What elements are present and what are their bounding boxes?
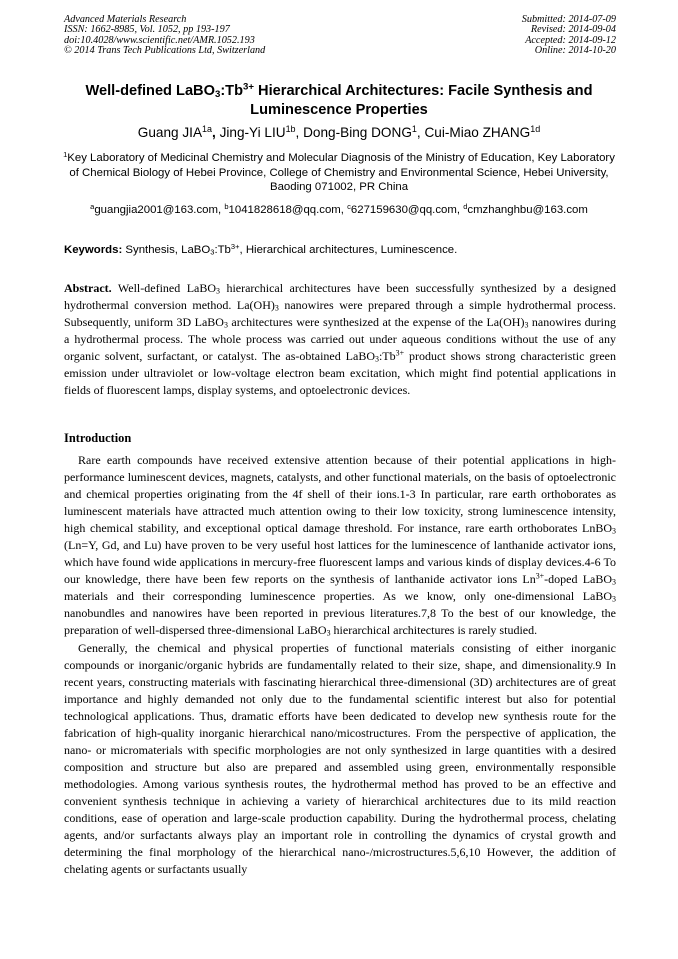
email-link[interactable]: guangjia2001@163.com bbox=[94, 204, 218, 216]
journal-name: Advanced Materials Research bbox=[64, 14, 187, 25]
doi-line: doi:10.4028/www.scientific.net/AMR.1052.193 bbox=[64, 34, 255, 46]
submitted-date: Submitted: 2014-07-09 bbox=[521, 14, 616, 25]
email-list: $^a$guangjia2001@163.com, $^b$1041828618@qq.com, $^c$627159630@qq.com, $^d$cmzhanghbu@163.com bbox=[90, 201, 588, 216]
author-name: Dong-Bing DONG bbox=[303, 125, 412, 140]
section-heading: Introduction bbox=[64, 431, 132, 445]
introduction-body bbox=[64, 452, 616, 878]
author-name: Cui-Miao ZHANG bbox=[424, 125, 531, 140]
abstract-label: Abstract. bbox=[64, 281, 112, 295]
online-date: Online: 2014-10-20 bbox=[534, 45, 616, 57]
author-list: Guang $JIA^{1a}$, Jing-Yi $LIU^{1b}$, Dong-Bing DONG$^1$, Cui-Miao $ZHANG^{1d}$ bbox=[137, 124, 541, 140]
author-name: Jing-Yi LIU bbox=[219, 125, 286, 140]
accepted-date: Accepted: 2014-09-12 bbox=[525, 34, 616, 46]
keywords-label: Keywords: bbox=[64, 244, 123, 256]
email-link[interactable]: 627159630@qq.com bbox=[350, 204, 457, 216]
copyright-line: © 2014 Trans Tech Publications Ltd, Switzerland bbox=[64, 45, 266, 57]
publication-info bbox=[64, 15, 265, 57]
abstract: Abstract. Well-defined LaBO$_3$ hierarchical architectures have been successfully synthesized by a designed hydrothermal conversion method. $La(OH)_3$ nanowires were prepared through a simple hydrothermal process. Subsequently, uniform 3D LaBO$_3$ architectures were synthesized at the expense of the $La(OH)_3$ nanowires during a hydrothermal process. The whole process was carried out under aqueous conditions without the use of any organic solvent, surfactant, or catalyst. The as-obtained $LaBO_3:Tb^{3+}$ product shows strong characteristic green emission under ultraviolet or low-voltage electron beam excitation, which might find potential applications in fields of fluorescent lamps, display systems, and optoelectronic devices. bbox=[64, 281, 617, 398]
revised-date: Revised: 2014-09-04 bbox=[530, 24, 616, 36]
keywords-line: Keywords: Synthesis, $LaBO_3:Tb^{3+}$, Hierarchical architectures, Luminescence. bbox=[64, 241, 458, 257]
issn-line: ISSN: 1662-8985, Vol. 1052, pp 193-197 bbox=[64, 24, 230, 36]
author-name: Guang JIA bbox=[137, 125, 203, 140]
email-link[interactable]: cmzhanghbu@163.com bbox=[467, 204, 588, 216]
paragraph: Generally, the chemical and physical properties of functional materials consisting of either inorganic compounds or inorganic/organic hybrids are fundamentally related to their size, shape, and dimensionality.9 In recent years, constructing materials with fascinating hierarchical three-dimensional (3D) architectures are of great importance and highly demanded not only due to the fundamental scientific interest but also for potential technological applications. Thus, dramatic efforts have been dedicated to develop new synthesis route for the fabrication of high-quality inorganic hierarchical nano/micostructures. From the perspective of application, the nano- or micromaterials with specific morphologies are not only synthesized in large quantities with a desired composition and structure but also are prepared and assembled using green, environmentally responsible methodologies. Among various synthesis routes, the hydrothermal method has proved to be an effective and convenient synthesis technique in achieving a variety of hierarchical architectures due to its mild reaction conditions, ease of operation and large-scale production capability. During the hydrothermal process, chelating agents, and/or surfactants always play an important role in controlling the dynamics of crystal growth and determining the final morphology of the hierarchical nano-/microstructures.5,6,10 However, the addition of chelating agents or surfactants usually bbox=[64, 640, 616, 877]
email-link[interactable]: 1041828618@qq.com bbox=[228, 204, 341, 216]
affiliation: $^1$Key Laboratory of Medicinal Chemistry and Molecular Diagnosis of the Ministry of Education, Key Laboratory of Chemical Biology of Hebei Province, College of Chemistry and Environmental Science, Hebei University, Baoding 071002, PR China bbox=[63, 149, 615, 194]
paper-title: Well-defined $LaBO_3:Tb^{3+}$ Hierarchical Architectures: Facile Synthesis and Luminescence Properties bbox=[85, 81, 593, 118]
publication-dates bbox=[522, 15, 616, 57]
paragraph: Rare earth compounds have received extensive attention because of their potential applications in high-performance luminescent devices, magnets, catalysts, and other functional materials, on the basis of optoelectronic and chemical properties originating from the 4f shell of their ions.1-3 In particular, rare earth orthoborates as luminescent materials have attracted much attention owing to their low toxicity, strong luminescence intensity, high chemical stability, and exceptional optical damage threshold. For instance, rare earth orthoborates LnBO$_3$ (Ln=Y, Gd, and Lu) have proven to be very useful host lattices for the luminescence of lanthanide activator ions, which have found wide applications in mercury-free fluorescent lamps and various kinds of display devices.4-6 To our knowledge, there have been few reports on the synthesis of lanthanide activator ions $Ln^{3+}$-doped LaBO$_3$ materials and their corresponding luminescence properties. As we know, only one-dimensional LaBO$_3$ nanobundles and nanowires have been reported in previous literatures.7,8 To the best of our knowledge, the preparation of well-dispersed three-dimensional LaBO$_3$ hierarchical architectures is rarely studied. bbox=[64, 453, 616, 639]
